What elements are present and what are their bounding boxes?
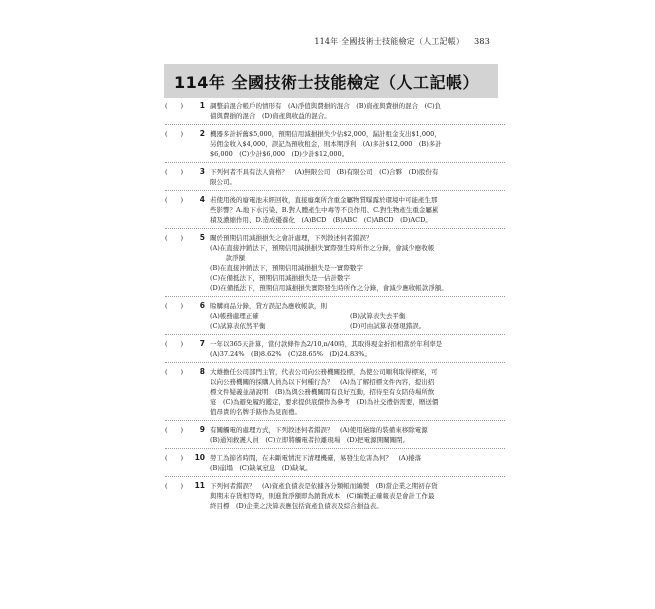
- question-item: [165, 339, 505, 359]
- question-text: [210, 453, 505, 473]
- question-separator: [165, 121, 505, 125]
- answer-blank: ( ): [165, 340, 184, 348]
- option-text: (D)可由試算表發現錯誤。: [350, 322, 426, 330]
- question-text: [210, 481, 505, 511]
- question-separator: [165, 417, 505, 421]
- question-item: [165, 195, 505, 225]
- question-line: 大雄擔任公司部門主管，代表公司向公務機關投標，為使公司順利取得標案，可: [210, 368, 438, 376]
- question-line: 有關觸電的處理方式，下列敘述何者錯誤？ (A)使用絕緣的裝備來移除電源: [210, 426, 428, 434]
- question-text: [210, 367, 505, 417]
- page-number: 383: [474, 37, 490, 46]
- question-number: 8: [199, 367, 205, 376]
- question-separator: [165, 359, 505, 363]
- question-separator: [165, 159, 505, 163]
- question-line: 若使用後的廢電池未經回收，直接廢棄所含重金屬物質曝露於環境中可能產生那: [210, 196, 438, 204]
- question-line: 債與費損的混合 (D)資產與收益的混合。: [210, 112, 331, 120]
- question-line: (B)在直接沖銷法下，預期信用減損損失是一實際數字: [210, 264, 363, 272]
- question-text: [210, 195, 505, 225]
- question-item: [165, 129, 505, 159]
- question-line: 勞工為節省時間，在未斷電情況下清理機臺，易發生危害為何？ (A)捲落: [210, 454, 422, 462]
- question-separator: [165, 225, 505, 229]
- question-line: 值昂貴的名牌手錶作為見面禮。: [210, 408, 301, 416]
- question-line: (A)37.24% (B)8.62% (C)28.65% (D)24.83%。: [210, 350, 371, 358]
- answer-blank: ( ): [165, 302, 184, 310]
- question-line: (B)崩塌 (C)缺氧窒息 (D)缺氧。: [210, 464, 312, 472]
- question-text: [210, 301, 505, 331]
- question-separator: [165, 293, 505, 297]
- question-line: 與期末存貨相等時，則進貨淨額即為銷貨成本 (C)編製正確報表是會計工作最: [210, 492, 435, 500]
- question-text: [210, 129, 505, 159]
- question-separator: [165, 473, 505, 477]
- question-separator: [165, 445, 505, 449]
- question-line: 賒購商品分錄，貸方誤記為應收帳款，則: [210, 302, 327, 310]
- section-title-band: [164, 64, 498, 98]
- question-line: 一年以365天計算，當付款條件為2/10,n/40時，其取得現金折扣相當於年利率是: [210, 340, 443, 348]
- answer-blank: ( ): [165, 168, 184, 176]
- option-row: [210, 321, 505, 331]
- question-number: 3: [199, 167, 205, 176]
- question-line: 另佣金收入$4,000，誤記為預收租金，則本期淨利 (A)多計$12,000 (B)多計: [210, 140, 442, 148]
- answer-blank: ( ): [165, 368, 184, 376]
- question-line: 調整前混合帳戶的情形有 (A)淨值與費損的混合 (B)資產與費損的混合 (C)負: [210, 102, 442, 110]
- question-number: 9: [199, 425, 205, 434]
- question-number: 6: [199, 301, 205, 310]
- question-text: [210, 339, 505, 359]
- question-item: [165, 301, 505, 331]
- option-text: (A)帳務處理正確: [210, 312, 259, 320]
- question-line: 下列何者不具有法人資格？ (A)無限公司 (B)有限公司 (C)合夥 (D)股份有: [210, 168, 439, 176]
- question-text: [210, 233, 505, 293]
- question-number: 4: [199, 195, 205, 204]
- question-line: 下列何者錯誤？ (A)資產負債表是依據各分類帳而編製 (B)當企業之期初存貨: [210, 482, 438, 490]
- question-text: [210, 425, 505, 445]
- answer-blank: ( ): [165, 196, 184, 204]
- question-line: (D)在備抵法下，預期信用減損損失實際發生時所作之分錄，會減少應收帳款淨額。: [210, 284, 448, 292]
- option-text: (C)試算表依然平衡: [210, 322, 266, 330]
- question-number: 11: [194, 481, 205, 490]
- question-number: 10: [194, 453, 205, 462]
- answer-blank: ( ): [165, 426, 184, 434]
- question-item: [165, 233, 505, 293]
- question-line: 款淨額: [219, 254, 245, 262]
- question-line: (C)在備抵法下，預期信用減損損失是一估計數字: [210, 274, 351, 282]
- question-list: [165, 101, 505, 511]
- question-separator: [165, 331, 505, 335]
- question-separator: [165, 187, 505, 191]
- question-text: [210, 101, 505, 121]
- question-line: 些影響？A.地下水污染、B.對人體產生中毒等不良作用、C.對生物產生重金屬累: [210, 206, 439, 214]
- option-text: (B)試算表失去平衡: [350, 312, 406, 320]
- question-line: 關於預期信用減損損失之會計處理，下列敘述何者錯誤？: [210, 234, 373, 242]
- question-number: 7: [199, 339, 205, 348]
- question-number: 1: [199, 101, 205, 110]
- option-row: [210, 311, 505, 321]
- question-item: [165, 453, 505, 473]
- answer-blank: ( ): [165, 102, 184, 110]
- question-text: [210, 167, 505, 187]
- question-item: [165, 481, 505, 511]
- question-item: [165, 167, 505, 187]
- answer-blank: ( ): [165, 454, 184, 462]
- question-line: $6,000 (C)少計$6,000 (D)少計$12,000。: [210, 150, 349, 158]
- question-item: [165, 367, 505, 417]
- question-line: 終目標 (D)企業之決算表應包括資產負債表及綜合損益表。: [210, 502, 383, 510]
- section-title: 114年 全國技術士技能檢定（人工記帳）: [174, 73, 479, 92]
- running-title: 114年 全國技術士技能檢定（人工記帳）: [314, 37, 465, 46]
- question-line: (A)在直接沖銷法下，預期信用減損損失實際發生時所作之分錄，會減少應收帳: [210, 244, 435, 252]
- question-number: 2: [199, 129, 205, 138]
- question-line: (B)通知救護人員 (C)立即將觸電者拉離現場 (D)把電源開關關閉。: [210, 436, 410, 444]
- question-item: [165, 425, 505, 445]
- question-line: 機器多計折舊$5,000，預期信用減損損失少估$2,000，漏計租金支出$1,000，: [210, 130, 441, 138]
- question-line: 宴 (C)為避免履約鑑定，要求提供底價作為參考 (D)為社交禮俗需要，贈送價: [210, 398, 439, 406]
- answer-blank: ( ): [165, 482, 184, 490]
- question-item: [165, 101, 505, 121]
- running-header: [314, 36, 490, 47]
- question-line: 積及濃縮作用、D.造成優養化 (A)BCD (B)ABC (C)ABCD (D)ACD。: [210, 216, 432, 224]
- answer-blank: ( ): [165, 234, 184, 242]
- question-number: 5: [199, 233, 205, 242]
- question-line: 以向公務機關的採購人員為以下何種行為？ (A)為了解招標文件內容，提出招: [210, 378, 435, 386]
- answer-blank: ( ): [165, 130, 184, 138]
- question-line: 標文件疑義並請說明 (B)為與公務機關間有良好互動，招待至有女陪侍場所飲: [210, 388, 435, 396]
- question-line: 限公司。: [210, 178, 236, 186]
